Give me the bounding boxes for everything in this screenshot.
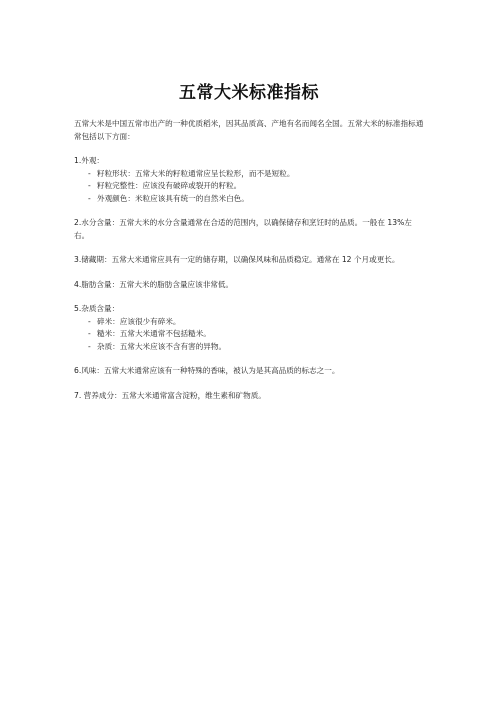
intro-paragraph: 五常大米是中国五常市出产的一种优质稻米，因其品质高、产地有名而闻名全国。五常大米的标准指标通常包括以下方面： [74, 119, 424, 141]
list-item-text: 籽粒形状：五常大米的籽粒通常应呈长粒形，而不是短粒。 [97, 168, 295, 178]
bullet-dash: - [88, 168, 91, 178]
list-item [88, 168, 424, 181]
document-body [74, 118, 424, 402]
list-item [88, 341, 424, 354]
list-item-text: 碎米：应该很少有碎米。 [97, 316, 181, 326]
impurity-list [74, 316, 424, 354]
bullet-dash: - [88, 193, 91, 203]
storage-paragraph: 3.储藏期：五常大米通常应具有一定的储存期，以确保风味和品质稳定。通常在 12 个月或更长。 [74, 255, 400, 264]
bullet-dash: - [88, 181, 91, 190]
fat-paragraph: 4.脂肪含量：五常大米的脂肪含量应该非常低。 [74, 279, 234, 289]
flavor-paragraph: 6.风味：五常大米通常应该有一种特殊的香味，被认为是其高品质的标志之一。 [74, 366, 340, 375]
nutrition-paragraph: 7. 营养成分：五常大米通常富含淀粉，维生素和矿物质。 [74, 390, 266, 400]
appearance-list [74, 168, 424, 206]
list-item-text: 外观颜色：米粒应该具有统一的自然米白色。 [97, 193, 249, 203]
bullet-dash: - [88, 341, 91, 351]
appearance-heading: 1.外观： [74, 156, 105, 165]
list-item [88, 193, 424, 206]
bullet-dash: - [88, 316, 91, 326]
impurity-heading: 5.杂质含量： [74, 304, 120, 313]
list-item-text: 杂质：五常大米应该不含有害的异物。 [97, 341, 227, 351]
list-item [88, 328, 424, 341]
bullet-dash: - [88, 329, 91, 338]
document-title: 五常大米标准指标 [179, 83, 319, 103]
moisture-paragraph: 2.水分含量：五常大米的水分含量通常在合适的范围内，以确保储存和烹饪时的品质。一般在 13%左右。 [74, 218, 412, 240]
list-item-text: 籽粒完整性：应该没有破碎或裂开的籽粒。 [97, 181, 242, 190]
list-item [88, 316, 424, 329]
list-item [88, 180, 424, 193]
list-item-text: 糙米：五常大米通常不包括糙米。 [97, 329, 211, 338]
